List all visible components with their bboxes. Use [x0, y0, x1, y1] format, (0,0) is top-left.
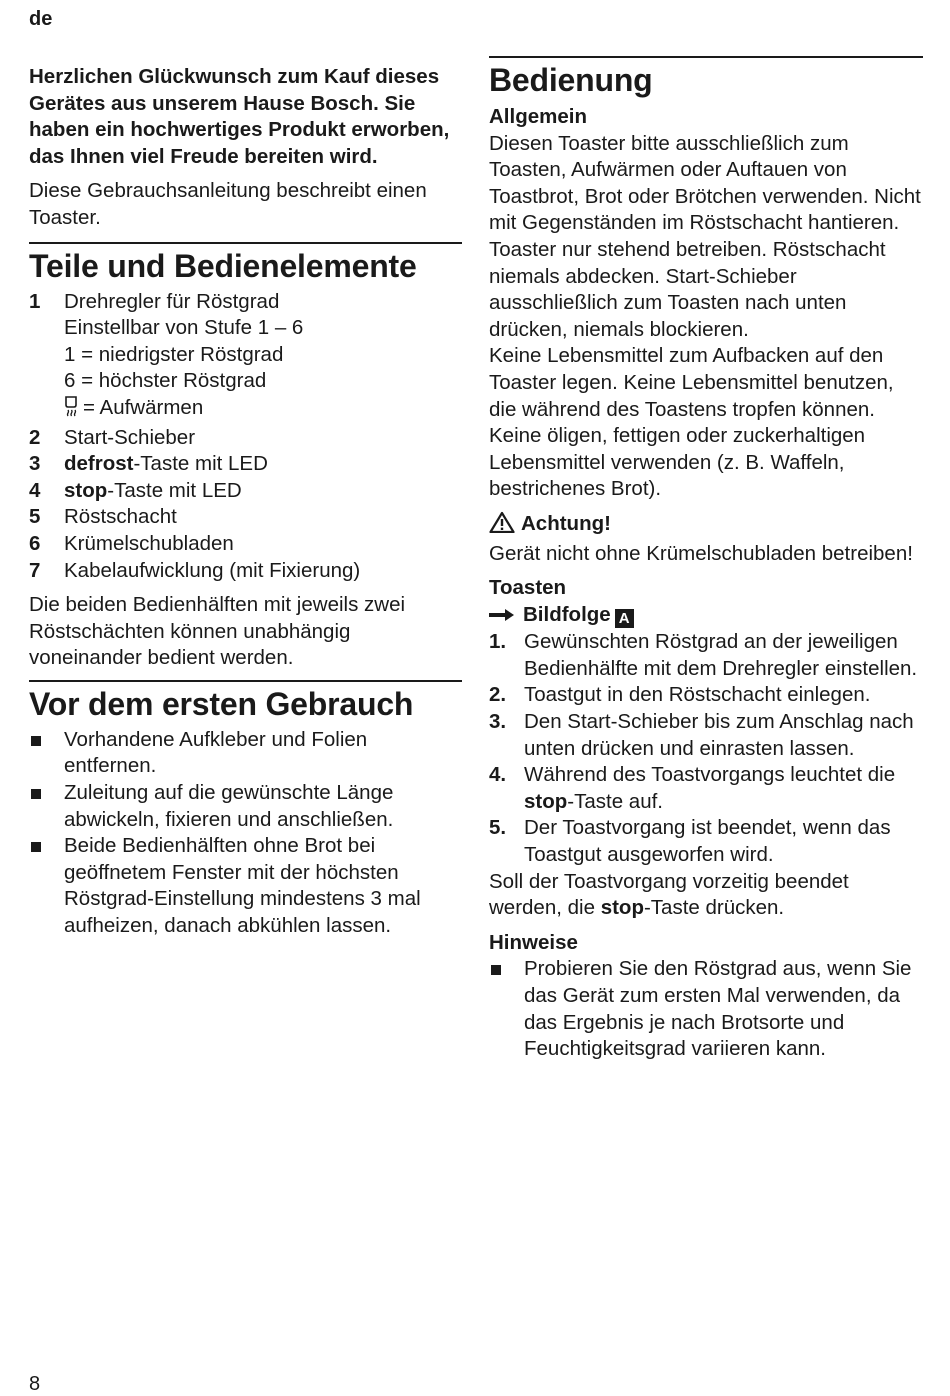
step-number: 3. [489, 710, 507, 734]
after-text: -Taste drücken. [643, 896, 785, 920]
operation-section [489, 56, 923, 1063]
first-use-title: Vor dem ersten Gebrauch [29, 685, 414, 722]
list-item [29, 451, 462, 478]
operation-title: Bedienung [489, 62, 653, 98]
first-use-section [29, 680, 462, 940]
intro-bold-paragraph: Herzlichen Glückwunsch zum Kauf dieses Gerätes aus unserem Hause Bosch. Sie haben ein hochwertiges Produkt erworben, das Ihnen viel Freude bereiten wird. [29, 65, 450, 168]
after-text: Soll der Toastvorgang vorzeitig beendet werden, die [489, 869, 849, 920]
item-number: 2 [29, 425, 41, 449]
list-item [29, 558, 462, 585]
caution-label: Achtung! [521, 511, 611, 535]
step-text: -Taste auf. [567, 789, 663, 813]
item-line: Einstellbar von Stufe 1 – 6 [64, 316, 304, 340]
list-item [29, 425, 462, 452]
item-line: Drehregler für Röstgrad [64, 289, 280, 313]
list-item [29, 833, 462, 939]
item-text: -Taste mit LED [107, 478, 242, 502]
list-item [489, 956, 923, 1062]
item-number: 4 [29, 478, 41, 502]
item-text: Krümelschubladen [64, 531, 234, 555]
list-item [29, 531, 462, 558]
step-number: 5. [489, 816, 507, 840]
step-text: Gewünschten Röstgrad an der jeweiligen Bedienhälfte mit dem Drehregler einstellen. [524, 630, 918, 680]
list-item [489, 815, 923, 868]
general-paragraph-2: Keine Lebensmittel zum Aufbacken auf den Toaster legen. Keine Lebensmittel benutzen, die während des Toastens tropfen können. [489, 344, 894, 421]
item-text: Start-Schieber [64, 425, 196, 449]
figure-letter-badge: A [615, 609, 634, 628]
item-text: Zuleitung auf die gewünschte Länge abwickeln, fixieren und anschließen. [64, 781, 394, 831]
list-item [29, 478, 462, 505]
list-item [489, 762, 923, 815]
general-paragraph-3: Keine öligen, fettigen oder zuckerhaltigen Lebensmittel verwenden (z. B. Waffeln, bestrichenes Brot). [489, 424, 866, 501]
language-code: de [29, 8, 53, 30]
bullet-icon [29, 780, 64, 833]
toasting-heading: Toasten [489, 576, 567, 600]
item-text: -Taste mit LED [133, 452, 268, 476]
step-text: Der Toastvorgang ist beendet, wenn das Toastgut ausgeworfen wird. [524, 816, 891, 867]
warming-text: = Aufwärmen [83, 395, 204, 419]
step-text: Toastgut in den Röstschacht einlegen. [524, 683, 871, 707]
right-column [489, 56, 923, 1063]
first-use-list [29, 727, 462, 940]
item-line: 6 = höchster Röstgrad [64, 369, 267, 393]
list-item [29, 289, 462, 425]
list-item [29, 727, 462, 780]
step-text: Während des Toastvorgangs leuchtet die [524, 763, 896, 787]
after-bold-text: stop [600, 896, 644, 920]
page-number: 8 [29, 1373, 41, 1395]
item-text: Kabelaufwicklung (mit Fixierung) [64, 558, 361, 582]
item-number: 3 [29, 452, 41, 476]
hints-list [489, 956, 923, 1062]
toasting-after-text [489, 869, 923, 922]
list-item [489, 682, 923, 709]
item-number: 7 [29, 558, 41, 582]
bullet-icon [29, 833, 64, 939]
list-item [489, 629, 923, 682]
step-number: 2. [489, 683, 507, 707]
hints-heading: Hinweise [489, 930, 578, 954]
warming-rack-icon [64, 395, 80, 425]
caution-text: Gerät nicht ohne Krümelschubladen betreiben! [489, 541, 913, 565]
step-bold-text: stop [524, 789, 568, 813]
item-text: Probieren Sie den Röstgrad aus, wenn Sie das Gerät zum ersten Mal verwenden, da das Ergebnis je nach Brotsorte und Feuchtigkeitsgrad variieren kann. [524, 957, 912, 1061]
parts-title: Teile und Bedienelemente [29, 247, 417, 284]
left-column [29, 64, 462, 940]
caution-heading [489, 511, 923, 541]
bullet-icon [489, 956, 524, 1062]
figure-reference [489, 602, 923, 630]
list-item [489, 709, 923, 762]
figure-label: Bildfolge [523, 602, 611, 626]
general-heading: Allgemein [489, 105, 587, 128]
warning-triangle-icon [489, 511, 515, 541]
parts-list [29, 289, 462, 585]
item-number: 1 [29, 289, 41, 313]
arrow-right-icon [489, 603, 515, 630]
step-number: 1. [489, 630, 507, 654]
item-text: Beide Bedienhälften ohne Brot bei geöffnetem Fenster mit der höchsten Röstgrad-Einstellung mindestens 3 mal aufheizen, danach abkühlen lassen. [64, 834, 421, 938]
item-number: 6 [29, 531, 41, 555]
item-number: 5 [29, 505, 41, 529]
item-text: Röstschacht [64, 505, 177, 529]
step-number: 4. [489, 763, 507, 787]
list-item [29, 504, 462, 531]
item-text: Vorhandene Aufkleber und Folien entfernen. [64, 727, 368, 778]
item-line: 1 = niedrigster Röstgrad [64, 342, 284, 366]
step-text: Den Start-Schieber bis zum Anschlag nach unten drücken und einrasten lassen. [524, 710, 914, 760]
list-item [29, 780, 462, 833]
parts-note: Die beiden Bedienhälften mit jeweils zwei Röstschächten können unabhängig voneinander bedient werden. [29, 593, 406, 670]
item-bold-text: defrost [64, 452, 134, 476]
intro-paragraph: Diese Gebrauchsanleitung beschreibt einen Toaster. [29, 179, 427, 229]
bullet-icon [29, 727, 64, 780]
parts-section [29, 242, 462, 672]
general-paragraph-1: Diesen Toaster bitte ausschließlich zum Toasten, Aufwärmen oder Auftauen von Toastbrot, Brot oder Brötchen verwenden. Nicht mit Gegenständen im Röstschacht hantieren. Toaster nur stehend betreiben. Röstschacht niemals abdecken. Start-Schieber ausschließlich zum Toasten nach unten drücken, niemals blockieren. [489, 131, 921, 341]
toasting-steps [489, 629, 923, 868]
item-bold-text: stop [64, 478, 108, 502]
